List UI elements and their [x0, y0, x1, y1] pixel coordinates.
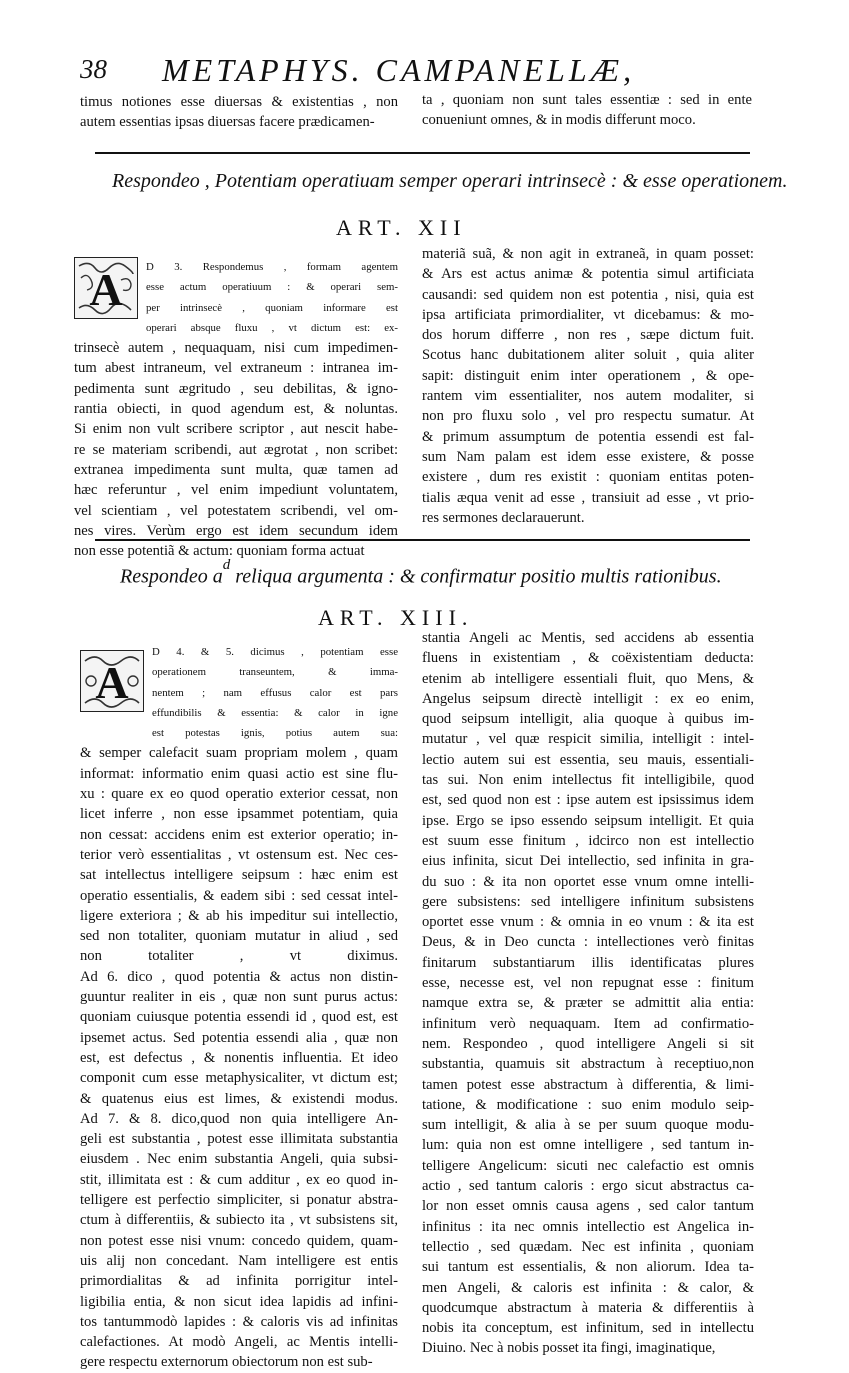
section-12-article-number: ART. XII [336, 215, 467, 240]
text-line: quodcumque abstractum à materia & differentiis à [422, 1299, 754, 1316]
section-13-right-column [422, 628, 754, 1359]
text-line: extranea impedimenta sunt multa, quæ tamen ad [74, 461, 398, 478]
text-line: Deus, & in Deo cuncta : intellectiones verò finitas [422, 934, 754, 951]
text-line: fluens in existentiam , & coëxistentiam deducta: [422, 650, 754, 667]
text-line: non totaliter , vt diximus. [80, 948, 398, 965]
text-line: infinitum verò nequaquam. Item ad confirmatio- [422, 1015, 754, 1032]
running-title: METAPHYS. CAMPANELLÆ, [162, 52, 636, 88]
text-line: re se materiam scribendi, aut ægrotat , non scribet: [74, 441, 398, 458]
text-line: tialis æqua venit ad esse , transiuit ad esse , vt prio- [422, 489, 754, 506]
text-line: lum: quia non est omne intelligere , sed tantum in- [422, 1137, 754, 1154]
text-line: Ad 7. & 8. dico,quod non quia intelligere An- [80, 1110, 398, 1127]
text-line: res sermones declarauerunt. [422, 509, 585, 526]
text-line: ctum à differentiis, & subiecto ita , vt subsistens sit, [80, 1212, 398, 1229]
text-line: non pro fluxu solo , vel pro respectu sumatur. At [422, 408, 754, 425]
text-line: pedimenta sunt ægritudo , seu debilitas, & igno- [74, 380, 398, 397]
text-line: dos horum differre , non res , sæpe dictum fuit. [422, 327, 754, 344]
text-line: terior verò essentialitas , vt ostensum est. Nec ces- [80, 846, 398, 863]
text-line: esse, necesse est, vel non repugnat esse : finitum [422, 975, 754, 992]
text-line: materiã suã, & non agit in extraneã, in quam posset: [422, 246, 754, 262]
text-line: quod seipsum intelligit, alia quoque à quibus im- [422, 711, 754, 728]
text-line: operatio essentialis, & eadem sibi : sed cessat intel- [80, 887, 398, 904]
text-line: nentem ; nam effusus calor est pars [152, 686, 398, 699]
text-line: est, est defectus , & nonentis influentia. Et ideo [80, 1049, 398, 1066]
text-line: trinsecè autem , nequaquam, nisi cum impedimen- [74, 340, 398, 357]
section-13-heading-start: Respondeo a [120, 565, 223, 588]
text-line: D 3. Respondemus , formam agentem [146, 261, 398, 273]
text-line: men Angeli, & caloris est infinita : & calor, & [422, 1279, 754, 1296]
text-line: ipsa artificiata primordialiter, vt dicebamus: & mo- [422, 306, 754, 323]
text-line: gere respectu externorum obiectorum non est sub- [80, 1354, 373, 1371]
svg-text:A: A [95, 657, 129, 708]
text-line: componit cum esse metaphysicaliter, vt dictum est; [80, 1070, 398, 1087]
text-line: finitarum substantiarum illis identificatas plures [422, 954, 754, 971]
text-line: conueniunt omnes, & in modis differunt moco. [422, 112, 696, 129]
text-line: stit, illimitata est : & cum additur , ex eo quod in- [80, 1171, 398, 1188]
text-line: & primum assumptum de potentia essendi est fal- [422, 428, 754, 445]
text-line: informat: informatio enim quasi actio est sine flu- [80, 765, 398, 782]
text-line: est potestas ignis, potius autem sua: [152, 727, 398, 740]
section-13-left-column [80, 642, 398, 1373]
text-line: operationem transeuntem, & imma- [152, 666, 398, 679]
text-line: sapit: distinguit enim inter operationem , & ope- [422, 367, 754, 384]
section-13-article-number: ART. XIII. [318, 605, 474, 630]
text-line: ligibilia entia, & non sicut idea lapidis ad infini- [80, 1293, 398, 1310]
running-head [80, 52, 780, 92]
section-divider-rule [95, 539, 750, 541]
text-line: calefactiones. At modò Angeli, ac Mentis intelli- [80, 1334, 398, 1351]
text-line: operari absque fluxu , vt dictum est: ex- [146, 321, 398, 334]
section-13-heading-superscript: d [222, 557, 231, 573]
text-line: nem. Respondeo , quod intelligere Angeli si sit [422, 1035, 754, 1052]
svg-text:A: A [89, 264, 123, 315]
text-line: tatione, & modificatione : suo enim modulo seip- [422, 1096, 754, 1113]
text-line: quoniam cuiusque potentia essendi id , quod est, est [80, 1009, 398, 1026]
text-line: Scotus hanc dubitationem aliter soluit , quia aliter [422, 347, 754, 364]
text-line: substantia, quamuis sit abstractum à receptiuo,non [422, 1056, 754, 1073]
text-line: ipse. Ergo se ipso essendo seipsum intelligit. Et quia [422, 812, 754, 829]
text-line: namque extra se, & præter se admittit alia entia: [422, 995, 754, 1012]
text-line: Diuino. Nec à nobis posset ita fingi, imaginatique, [422, 1340, 716, 1357]
text-line: D 4. & 5. dicimus , potentiam esse [152, 646, 398, 658]
text-line: tellectio , sed quædam. Nec est infinita , quoniam [422, 1238, 754, 1255]
text-line: guuntur realiter in eis , quæ non sunt purus actus: [80, 989, 398, 1006]
text-line: causandi: sed quidem non est potentia , nisi, quia est [422, 286, 754, 303]
text-line: telligere est perfectio simpliciter, si ponatur abstra- [80, 1192, 398, 1209]
text-line: est, sed quod non est : ipse autem est ipsissimus idem [422, 792, 754, 809]
text-line: Si enim non vult scribere scriptor , aut nescit habe- [74, 421, 398, 438]
text-line: nes vires. Verùm ergo est idem secundum idem [74, 522, 398, 539]
text-line: tas sui. Non enim intellectus fit intelligibile, quod [422, 772, 754, 789]
text-line: autem essentias ipsas diuersas facere prædicamen- [80, 114, 375, 131]
text-line: existere , dum res existit : quoniam entitas poten- [422, 469, 754, 486]
text-line: tamen potest esse abstractum à differentia, & limi- [422, 1076, 754, 1093]
text-line: eiusdem . Nec enim substantia Angeli, quia subsi- [80, 1151, 398, 1168]
text-line: nobis ita conceptum, est infinitum, sed in intellectu [422, 1320, 754, 1337]
text-line: est suum esse finitum , idcirco non est intellectio [422, 832, 754, 849]
text-line: non cessat: accidens enim est exterior operatio; in- [80, 826, 398, 843]
text-line: stantia Angeli ac Mentis, sed accidens ab essentia [422, 630, 754, 646]
text-line: & quatenus eius est limes, & existendi modus. [80, 1090, 398, 1107]
text-line: tum abest intraneum, vel extraneum : intranea im- [74, 360, 398, 377]
text-line: non potest esse nisi vnum: concedo quidem, quam- [80, 1232, 398, 1249]
section-13-heading-rest: reliqua argumenta : & confirmatur positio multis rationibus. [235, 565, 722, 588]
section-12-heading: Respondeo , Potentiam operatiuam semper operari intrinsecè : & esse operationem. [112, 170, 788, 192]
text-line: infinitus : ita nec omnis intellectio est Angelica in- [422, 1218, 754, 1235]
text-line: ta , quoniam non sunt tales essentiæ : sed in ente [422, 92, 752, 108]
text-line: sum intelligit, & alia à se per suum quoque modu- [422, 1117, 754, 1134]
text-line: actio , sed tantum caloris : ergo sicut abstractus ca- [422, 1178, 754, 1195]
text-line: Ad 6. dico , quod potentia & actus non distin- [80, 968, 398, 985]
section-divider-rule [95, 152, 750, 154]
section-12-left-column [74, 257, 398, 561]
text-line: per intrinsecè , quoniam informare est [146, 301, 398, 314]
text-line: ligere exteriora ; & ab his impeditur sui intellectio, [80, 907, 398, 924]
text-line: primordialitas & ad infinita porrigitur intel- [80, 1273, 398, 1290]
text-line: licet inferre , non esse ipsammet potentiam, quia [80, 806, 398, 823]
text-line: sum Nam palam est idem esse existere, & posse [422, 448, 754, 465]
text-line: lectio autem sui est essentia, seu mauis, essentiali- [422, 751, 754, 768]
text-line: tos tantummodò lapides : & caloris vis ad infinitas [80, 1313, 398, 1330]
text-line: du suo : & ita non oportet esse vnum omne intelli- [422, 873, 754, 890]
text-line: eius infinita, sicut Dei intellectio, sed infinita in gra- [422, 853, 754, 870]
text-line: xu : quare ex eo quod operatio exterior cessat, non [80, 786, 398, 803]
text-line: rantem vim essentialiter, nos autem modaliter, si [422, 388, 754, 405]
text-line: sat intellectus intelligere seipsum : hæc enim est [80, 867, 398, 884]
text-line: lor non esset omnis causa agens , sed calor tantum [422, 1198, 754, 1215]
text-line: vel scientiam , vel potestatem scribendi, vel om- [74, 502, 398, 519]
text-line: geli est substantia , potest esse illimitata substantia [80, 1131, 398, 1148]
text-line: etenim ab intelligere essentiali fluit, quo Mens, & [422, 670, 754, 687]
top-block-left-column [80, 92, 398, 133]
section-13-heading [120, 557, 722, 589]
section-12-right-column [422, 244, 754, 528]
text-line: Angelus seipsum directè intelligit : ex eo enim, [422, 690, 754, 707]
text-line: sed non totaliter, quoniam mutatur in aliud , sed [80, 928, 398, 945]
page-number: 38 [80, 54, 107, 84]
text-line: gere subsistens: sed intelligere infinitum subsistens [422, 893, 754, 910]
text-line: telligere Angelicum: sicuti nec calefactio est omnis [422, 1157, 754, 1174]
top-block-right-column [422, 90, 752, 131]
text-line: mutatur , vel quæ respicit similia, intelligit : intel- [422, 731, 754, 748]
text-line: effundibilis & essentia: & calor in igne [152, 706, 398, 719]
text-line: rantia obiecti, in quod agendum est, & noluntas. [74, 401, 398, 418]
text-line: uis alij non concedant. Nam intelligere est entis [80, 1252, 398, 1269]
text-line: timus notiones esse diuersas & existentias , non [80, 94, 398, 110]
text-line: esse actum operatiuum : & operari sem- [146, 281, 398, 294]
text-line: & Ars est actus animæ & potentia simul artificiata [422, 266, 754, 283]
text-line: & semper calefacit suam propriam molem , quam [80, 745, 398, 762]
text-line: hæc referuntur , vel enim impediunt voluntatem, [74, 482, 398, 499]
text-line: sui tantum est essentialis, & non aliorum. Idea ta- [422, 1259, 754, 1276]
text-line: non esse potentiã & actum: quoniam forma actuat [74, 543, 365, 560]
text-line: ipsemet actus. Sed potentia essendi alia , quæ non [80, 1029, 398, 1046]
text-line: oportet esse vnum : & omnia in eo vnum : & ita est [422, 914, 754, 931]
